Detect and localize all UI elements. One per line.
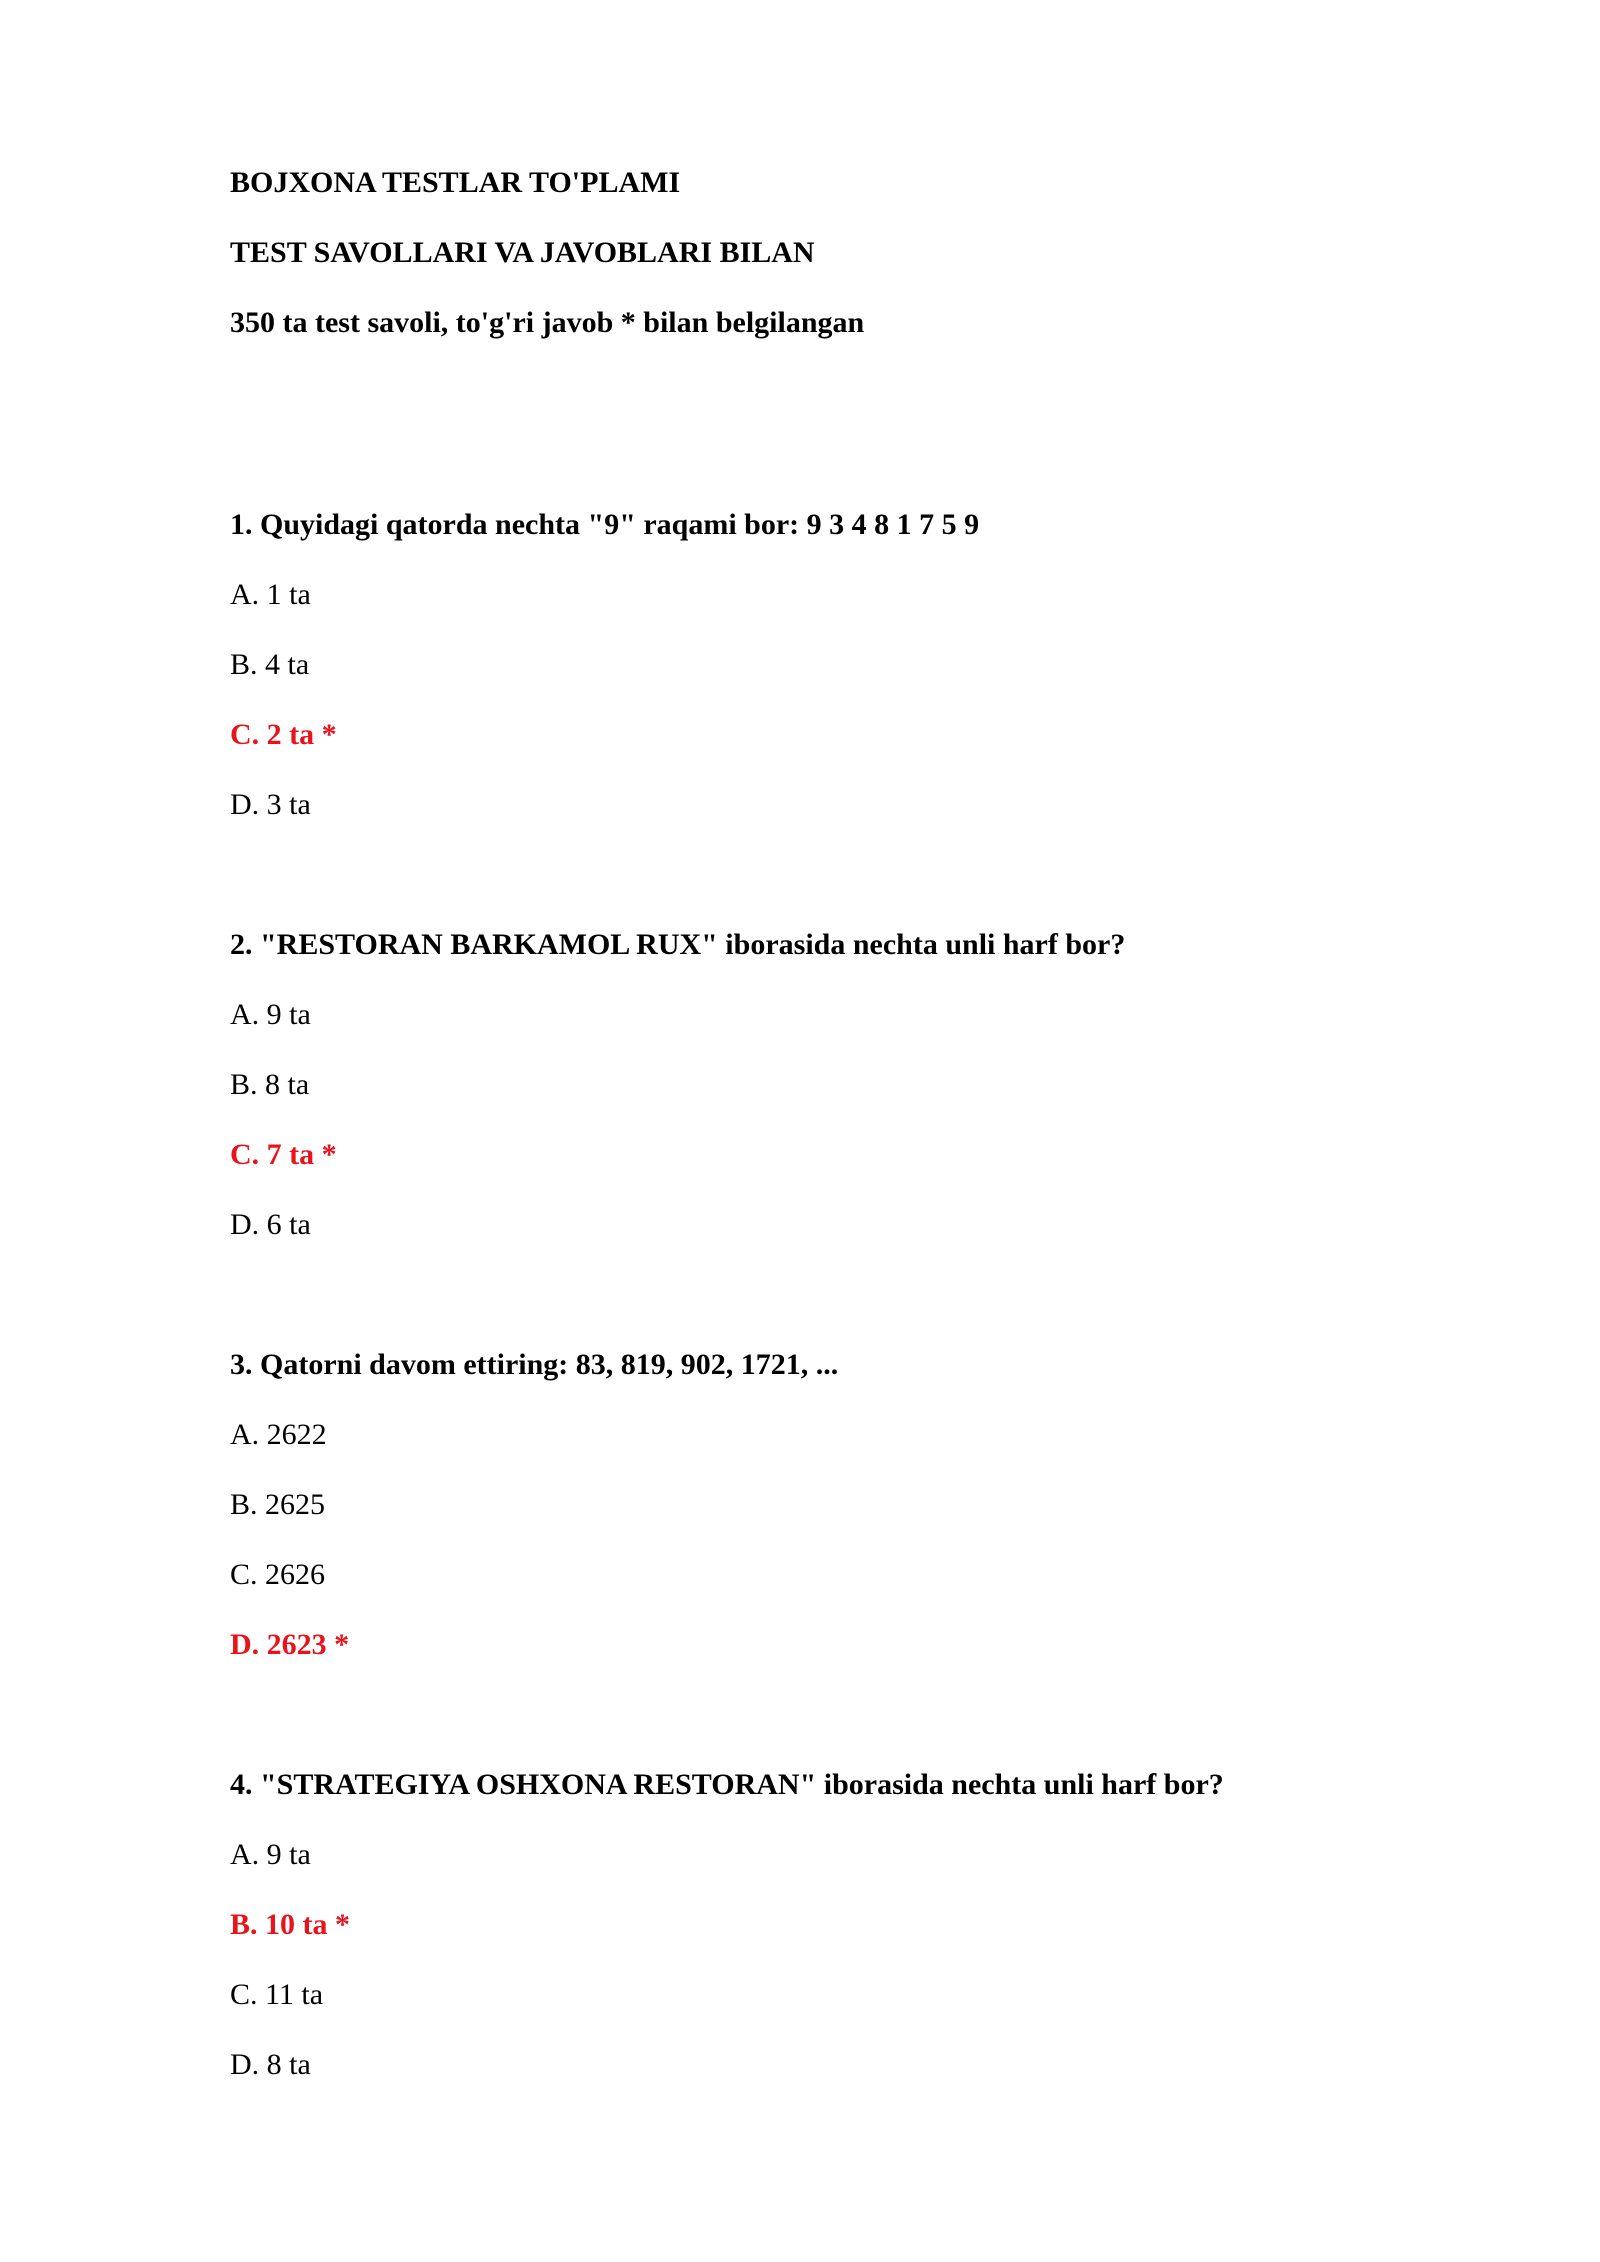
document-header — [230, 148, 864, 358]
answer-option: A. 9 ta — [230, 998, 311, 1031]
question-4 — [230, 1750, 1430, 2170]
answer-option: B. 8 ta — [230, 1068, 310, 1101]
answer-option: C. 7 ta * — [230, 1138, 337, 1171]
question-text: 3. Qatorni davom ettiring: 83, 819, 902, 1721, ... — [230, 1348, 839, 1381]
question-3 — [230, 1330, 1430, 1750]
question-text: 4. "STRATEGIYA OSHXONA RESTORAN" iborasida nechta unli harf bor? — [230, 1768, 1224, 1801]
answer-option: D. 8 ta — [230, 2048, 311, 2081]
question-list — [230, 490, 1430, 2170]
question-1 — [230, 490, 1430, 910]
answer-option: D. 6 ta — [230, 1208, 311, 1241]
answer-option: A. 2622 — [230, 1418, 327, 1451]
answer-option: C. 2 ta * — [230, 718, 337, 751]
document-title: BOJXONA TESTLAR TO'PLAMI — [230, 166, 681, 199]
question-text: 1. Quyidagi qatorda nechta "9" raqami bor: 9 3 4 8 1 7 5 9 — [230, 508, 980, 541]
question-text: 2. "RESTORAN BARKAMOL RUX" iborasida nechta unli harf bor? — [230, 928, 1126, 961]
answer-option: D. 3 ta — [230, 788, 311, 821]
answer-option: B. 10 ta * — [230, 1908, 350, 1941]
answer-option: A. 1 ta — [230, 578, 311, 611]
answer-option: C. 11 ta — [230, 1978, 324, 2011]
answer-option: B. 4 ta — [230, 648, 310, 681]
answer-option: C. 2626 — [230, 1558, 326, 1591]
answer-option: A. 9 ta — [230, 1838, 311, 1871]
answer-option: D. 2623 * — [230, 1628, 350, 1661]
document-note: 350 ta test savoli, to'g'ri javob * bilan belgilangan — [230, 306, 865, 339]
question-2 — [230, 910, 1430, 1330]
document-subtitle: TEST SAVOLLARI VA JAVOBLARI BILAN — [230, 236, 815, 269]
answer-option: B. 2625 — [230, 1488, 326, 1521]
